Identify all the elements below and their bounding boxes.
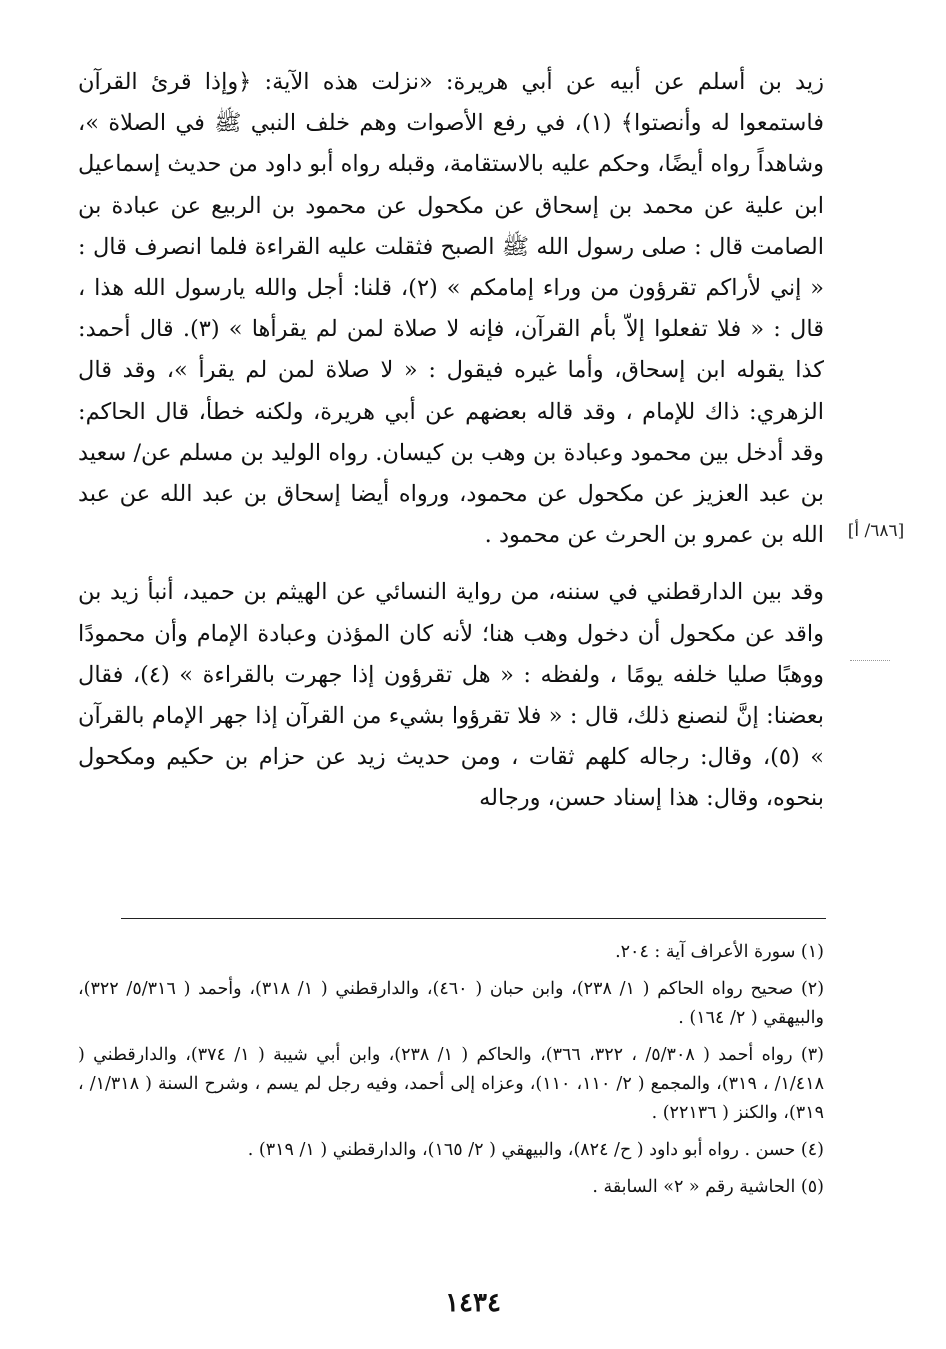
footnote-2: (٢) صحيح رواه الحاكم ( ١/ ٢٣٨)، وابن حبان ( ٤٦٠)، والدارقطني ( ١/ ٣١٨)، وأحمد ( ٥/٣١٦/ ٣٢٢)، والبيهقي ( ٢/ ١٦٤) . [78,979,825,1028]
footnote-1: (١) سورة الأعراف آية : ٢٠٤. [615,942,824,962]
page-number: ١٤٣٤ [445,1288,501,1318]
footnote-3: (٣) رواه أحمد ( ٥/٣٠٨/ ، ٣٢٢، ٣٦٦)، والحاكم ( ١/ ٢٣٨)، وابن أبي شيبة ( ١/ ٣٧٤)، والدارقطني ( ١/٤١٨/ ، ٣١٩)، والمجمع ( ٢/ ١١٠، ١١٠)، وعزاه إلى أحمد، وفيه رجل لم يسم ، وشرح السنة ( ١/٣١٨/ ، ٣١٩)، والكنز ( ٢٢١٣٦) . [78,1045,824,1123]
manuscript-folio-marker: [٦٨٦/ أ] [847,521,905,541]
footnote-4: (٤) حسن . رواه أبو داود ( ح/ ٨٢٤)، والبيهقي ( ٢/ ١٦٥)، والدارقطني ( ١/ ٣١٩) . [247,1140,824,1160]
margin-dotted-line [850,660,890,661]
footnote-divider [121,918,826,919]
footnotes [78,938,824,1210]
paragraph-2: وقد بين الدارقطني في سننه، من رواية النسائي عن الهيثم بن حميد، أنبأ زيد بن واقد عن مكحول أن دخول وهب هنا؛ لأنه كان المؤذن وعبادة الإمام وأن محمودًا ووهبًا صليا خلفه يومًا ، ولفظه : « هل تقرؤون إذا جهرت بالقراءة » (٤)، فقال بعضنا: إنَّ لنصنع ذلك، قال : « فلا تقرؤوا بشيء من القرآن إذا جهر الإمام بالقرآن » (٥)، وقال: رجاله كلهم ثقات ، ومن حديث زيد عن حزام بن حكيم ومكحول بنحوه، وقال: هذا إسناد حسن، ورجاله [78,579,824,812]
main-text [78,62,824,820]
paragraph-1: زيد بن أسلم عن أبيه عن أبي هريرة: «نزلت هذه الآية: ﴿وإذا قرئ القرآن فاستمعوا له وأنصتوا﴾ (١)، في رفع الأصوات وهم خلف النبي ﷺ في الصلاة »، وشاهداً رواه أيضًا، وحكم عليه بالاستقامة، وقبله رواه أبو داود من حديث إسماعيل ابن علية عن محمد بن إسحاق عن مكحول عن محمود بن الربيع عن عبادة بن الصامت قال : صلى رسول الله ﷺ الصبح فثقلت عليه القراءة فلما انصرف قال : « إني لأراكم تقرؤون من وراء إمامكم » (٢)، قلنا: أجل والله يارسول الله هذا ، قال : « فلا تفعلوا إلاّ بأم القرآن، فإنه لا صلاة لمن لم يقرأها » (٣). قال أحمد: كذا يقوله ابن إسحاق، وأما غيره فيقول : « لا صلاة لمن لم يقرأ »، وقد قال الزهري: ذاك للإمام ، وقد قاله بعضهم عن أبي هريرة، ولكنه خطأ، قال الحاكم: وقد أدخل بين محمود وعبادة بن وهب بن كيسان. رواه الوليد بن مسلم عن/ سعيد بن عبد العزيز عن مكحول عن محمود، ورواه أيضا إسحاق بن عبد الله عن عبد الله بن عمرو بن الحرث عن محمود . [78,69,824,549]
footnote-5: (٥) الحاشية رقم « ٢» السابقة . [592,1177,824,1197]
